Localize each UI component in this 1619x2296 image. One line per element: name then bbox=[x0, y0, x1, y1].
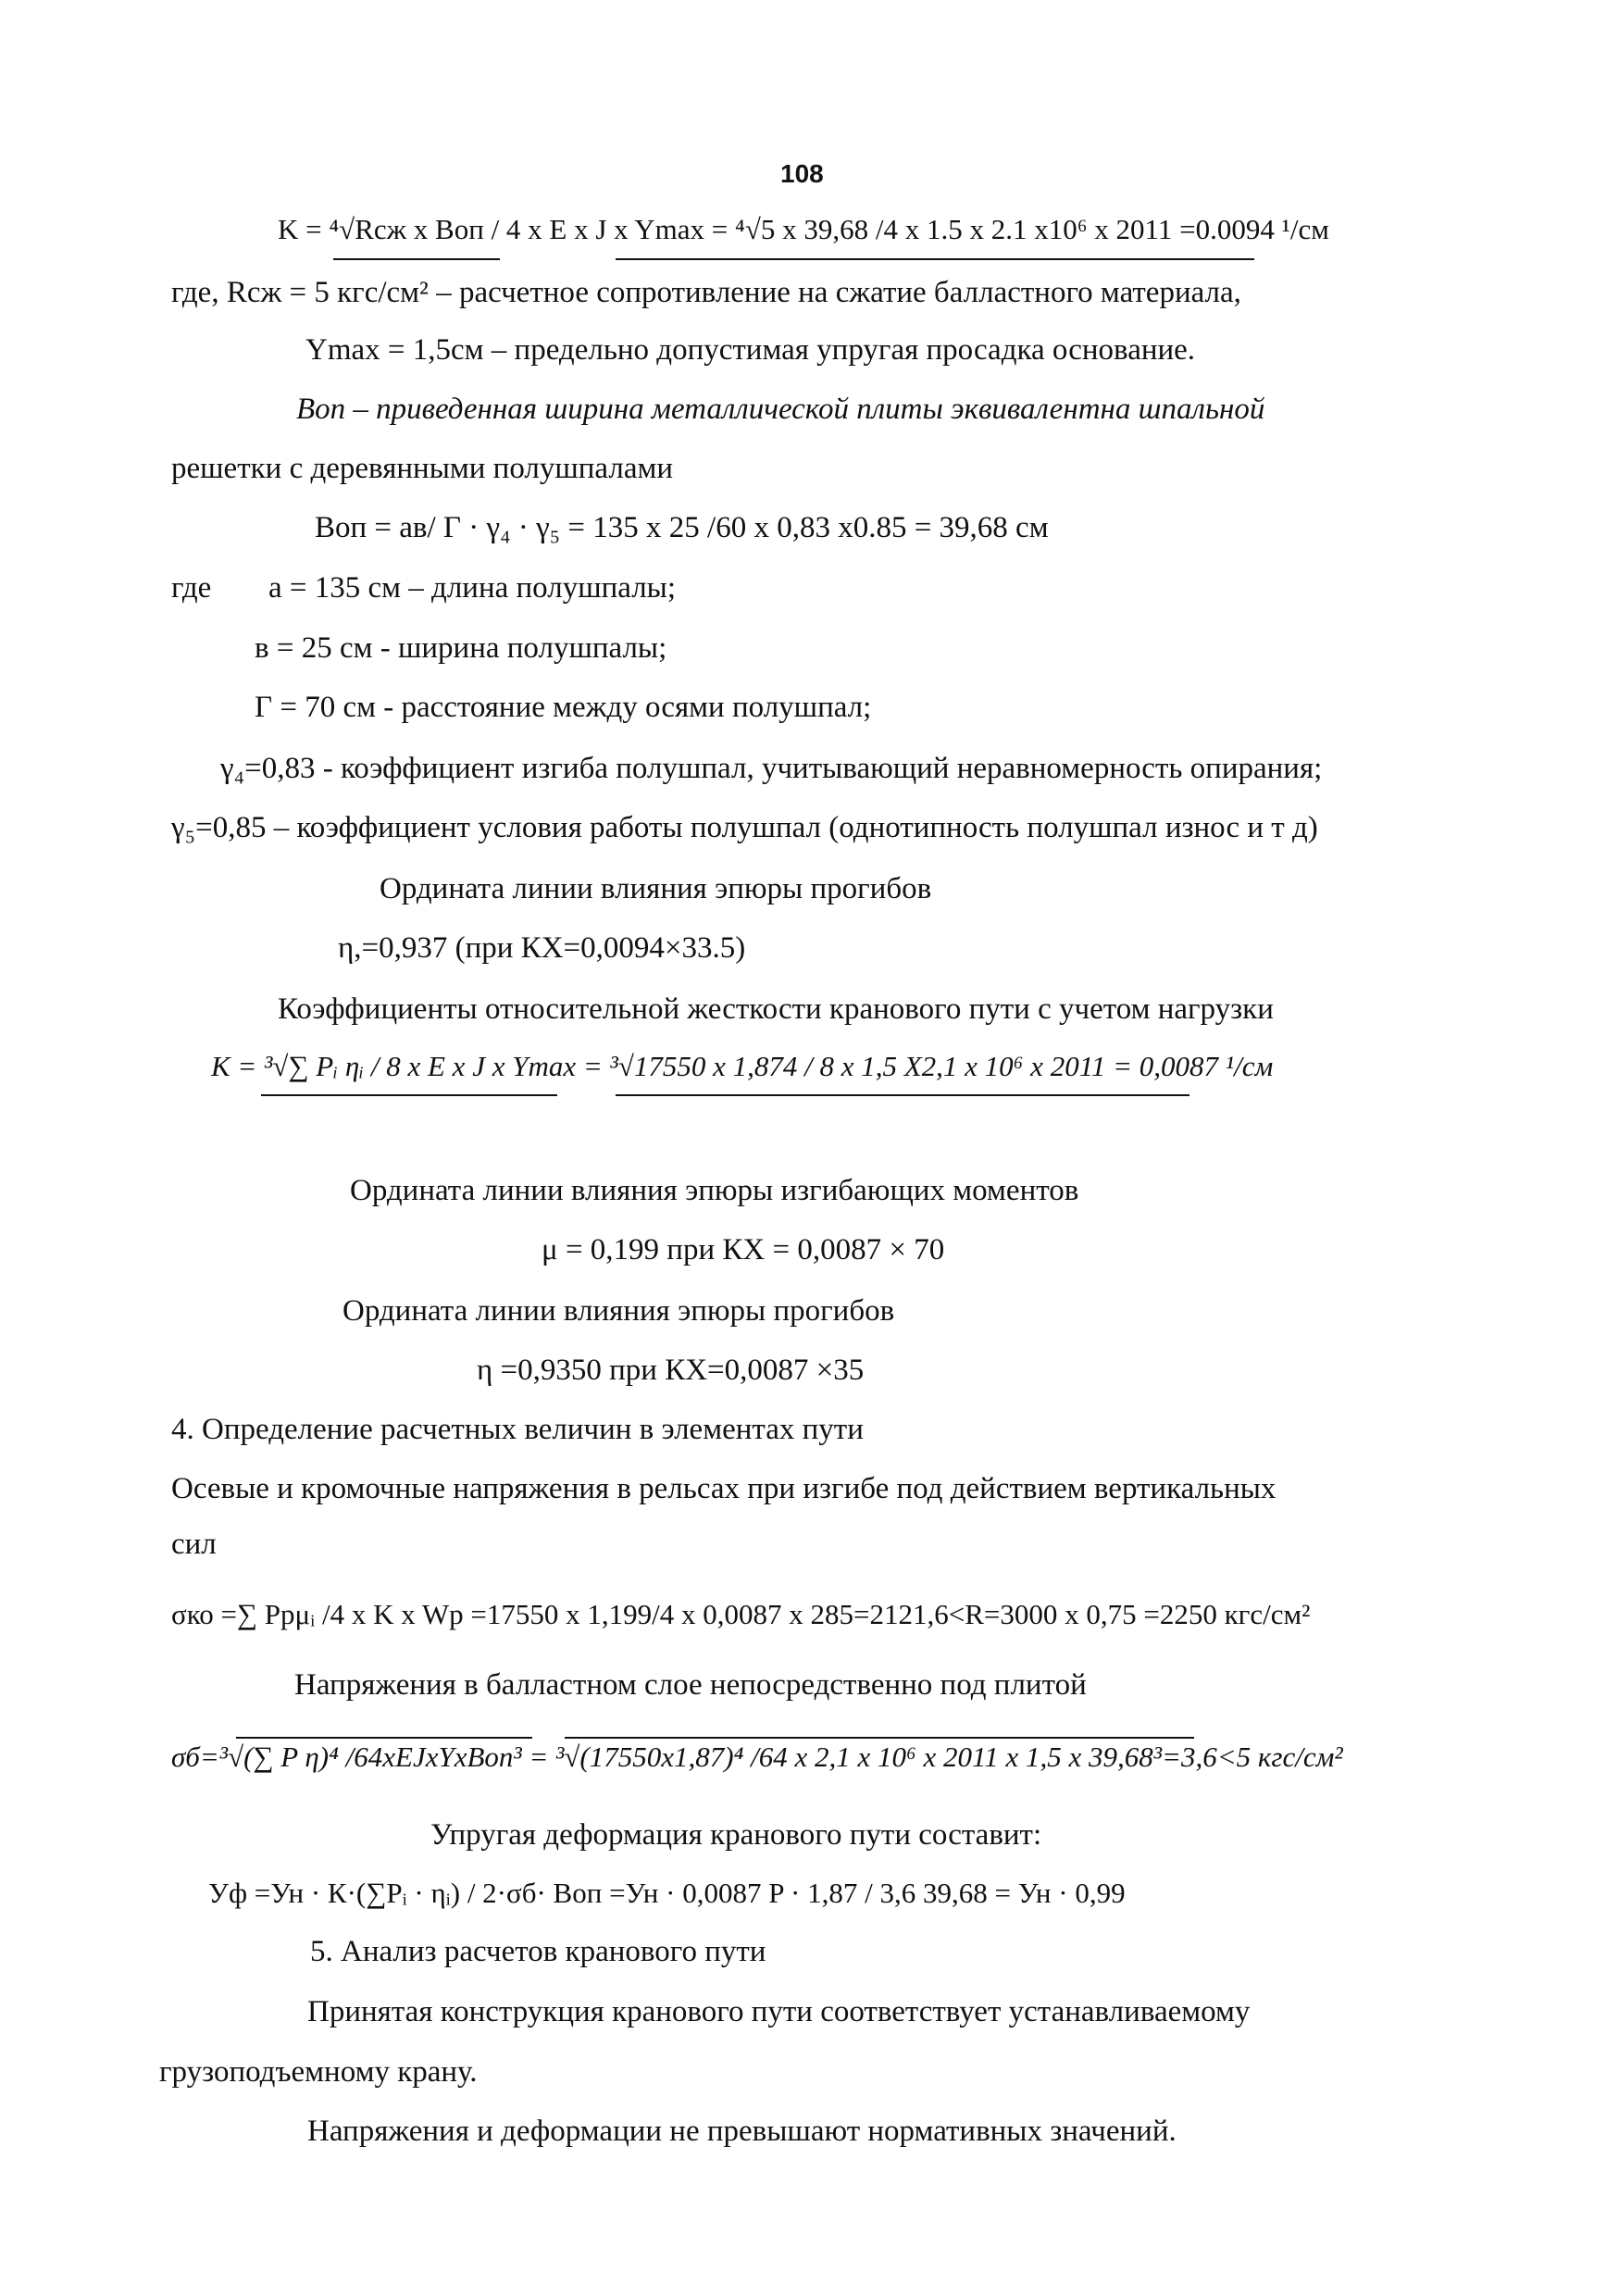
section-4-heading: 4. Определение расчетных величин в элементах пути bbox=[171, 1413, 864, 1446]
eta-value: η =0,9350 при КХ=0,0087 ×35 bbox=[477, 1354, 865, 1387]
rail-stress-intro: Осевые и кромочные напряжения в рельсах при изгибе под действием вертикальных bbox=[171, 1472, 1277, 1505]
formula-bop: Воп = ав/ Г · γ₄ · γ₅ = 135 x 25 /60 x 0,83 x0.85 = 39,68 см bbox=[315, 511, 1049, 544]
formula-underline bbox=[616, 1094, 1189, 1096]
section-5-heading: 5. Анализ расчетов кранового пути bbox=[310, 1935, 766, 1968]
definition-a: а = 135 см – длина полушпалы; bbox=[268, 571, 677, 605]
definition-gamma5: γ₅=0,85 – коэффициент условия работы полушпал (однотипность полушпал износ и т д) bbox=[171, 811, 1318, 844]
conclusion-line-3: Напряжения и деформации не превышают нормативных значений. bbox=[307, 2115, 1177, 2148]
formula-underline bbox=[261, 1094, 557, 1096]
subheading-moment-ordinate: Ордината линии влияния эпюры изгибающих моментов bbox=[350, 1174, 1079, 1207]
radical-overline bbox=[565, 1737, 1194, 1739]
formula-ballast-stress: σб=³√(∑ P η)⁴ /64xEJxYxBоп³ = ³√(17550x1,87)⁴ /64 x 2,1 x 10⁶ x 2011 x 1,5 x 39,68³=3,6<5 кгс/см² bbox=[171, 1741, 1343, 1773]
subheading-deflection-ordinate-2: Ордината линии влияния эпюры прогибов bbox=[342, 1294, 895, 1328]
subheading-deflection-ordinate: Ордината линии влияния эпюры прогибов bbox=[380, 872, 932, 905]
definition-bop-continued: решетки с деревянными полушпалами bbox=[171, 452, 674, 485]
definition-rsj: где, Rсж = 5 кгс/см² – расчетное сопротивление на сжатие балластного материала, bbox=[171, 276, 1241, 309]
definition-bop: Воп – приведенная ширина металлической плиты эквивалентна шпальной bbox=[296, 393, 1265, 426]
radical-overline bbox=[236, 1737, 532, 1739]
conclusion-line-2: грузоподъемному крану. bbox=[159, 2055, 478, 2089]
conclusion-line-1: Принятая конструкция кранового пути соответствует устанавливаемому bbox=[307, 1995, 1251, 2028]
formula-rail-stress: σко =∑ Pрμᵢ /4 x K x Wр =17550 x 1,199/4 x 0,0087 x 285=2121,6<R=3000 x 0,75 =2250 кгс/см² bbox=[171, 1598, 1311, 1630]
formula-k-ballast: K = ⁴√Rсж x Воп / 4 x E x J x Ymax = ⁴√5 x 39,68 /4 x 1.5 x 2.1 x10⁶ x 2011 =0.0094 ¹/см bbox=[278, 213, 1329, 245]
definition-g: Г = 70 см - расстояние между осями полушпал; bbox=[255, 691, 872, 724]
formula-k-load: K = ³√∑ Pᵢ ηᵢ / 8 x E x J x Ymax = ³√17550 x 1,874 / 8 x 1,5 X2,1 x 10⁶ x 2011 = 0,0087 ¹/см bbox=[211, 1050, 1274, 1082]
formula-underline bbox=[616, 258, 1254, 260]
subheading-stiffness: Коэффициенты относительной жесткости кранового пути с учетом нагрузки bbox=[278, 992, 1274, 1026]
rail-stress-intro-continued: сил bbox=[171, 1528, 217, 1561]
formula-elastic-deformation: Уф =Ун · К·(∑Pᵢ · ηᵢ) / 2·σб· Воп =Ун · 0,0087 P · 1,87 / 3,6 39,68 = Ун · 0,99 bbox=[208, 1877, 1126, 1909]
eta1-value: η,=0,937 (при КХ=0,0094×33.5) bbox=[338, 931, 746, 965]
formula-underline bbox=[333, 258, 500, 260]
mu-value: μ = 0,199 при КХ = 0,0087 × 70 bbox=[542, 1233, 945, 1267]
definition-ymax: Ymax = 1,5см – предельно допустимая упругая просадка основание. bbox=[305, 333, 1196, 367]
subheading-ballast-stress: Напряжения в балластном слое непосредственно под плитой bbox=[294, 1668, 1087, 1702]
definition-v: в = 25 см - ширина полушпалы; bbox=[255, 631, 667, 665]
where-label: где bbox=[171, 571, 212, 605]
subheading-elastic-deformation: Упругая деформация кранового пути составит: bbox=[430, 1818, 1042, 1852]
definition-gamma4: γ₄=0,83 - коэффициент изгиба полушпал, учитывающий неравномерность опирания; bbox=[220, 752, 1323, 785]
page-number: 108 bbox=[780, 159, 824, 188]
